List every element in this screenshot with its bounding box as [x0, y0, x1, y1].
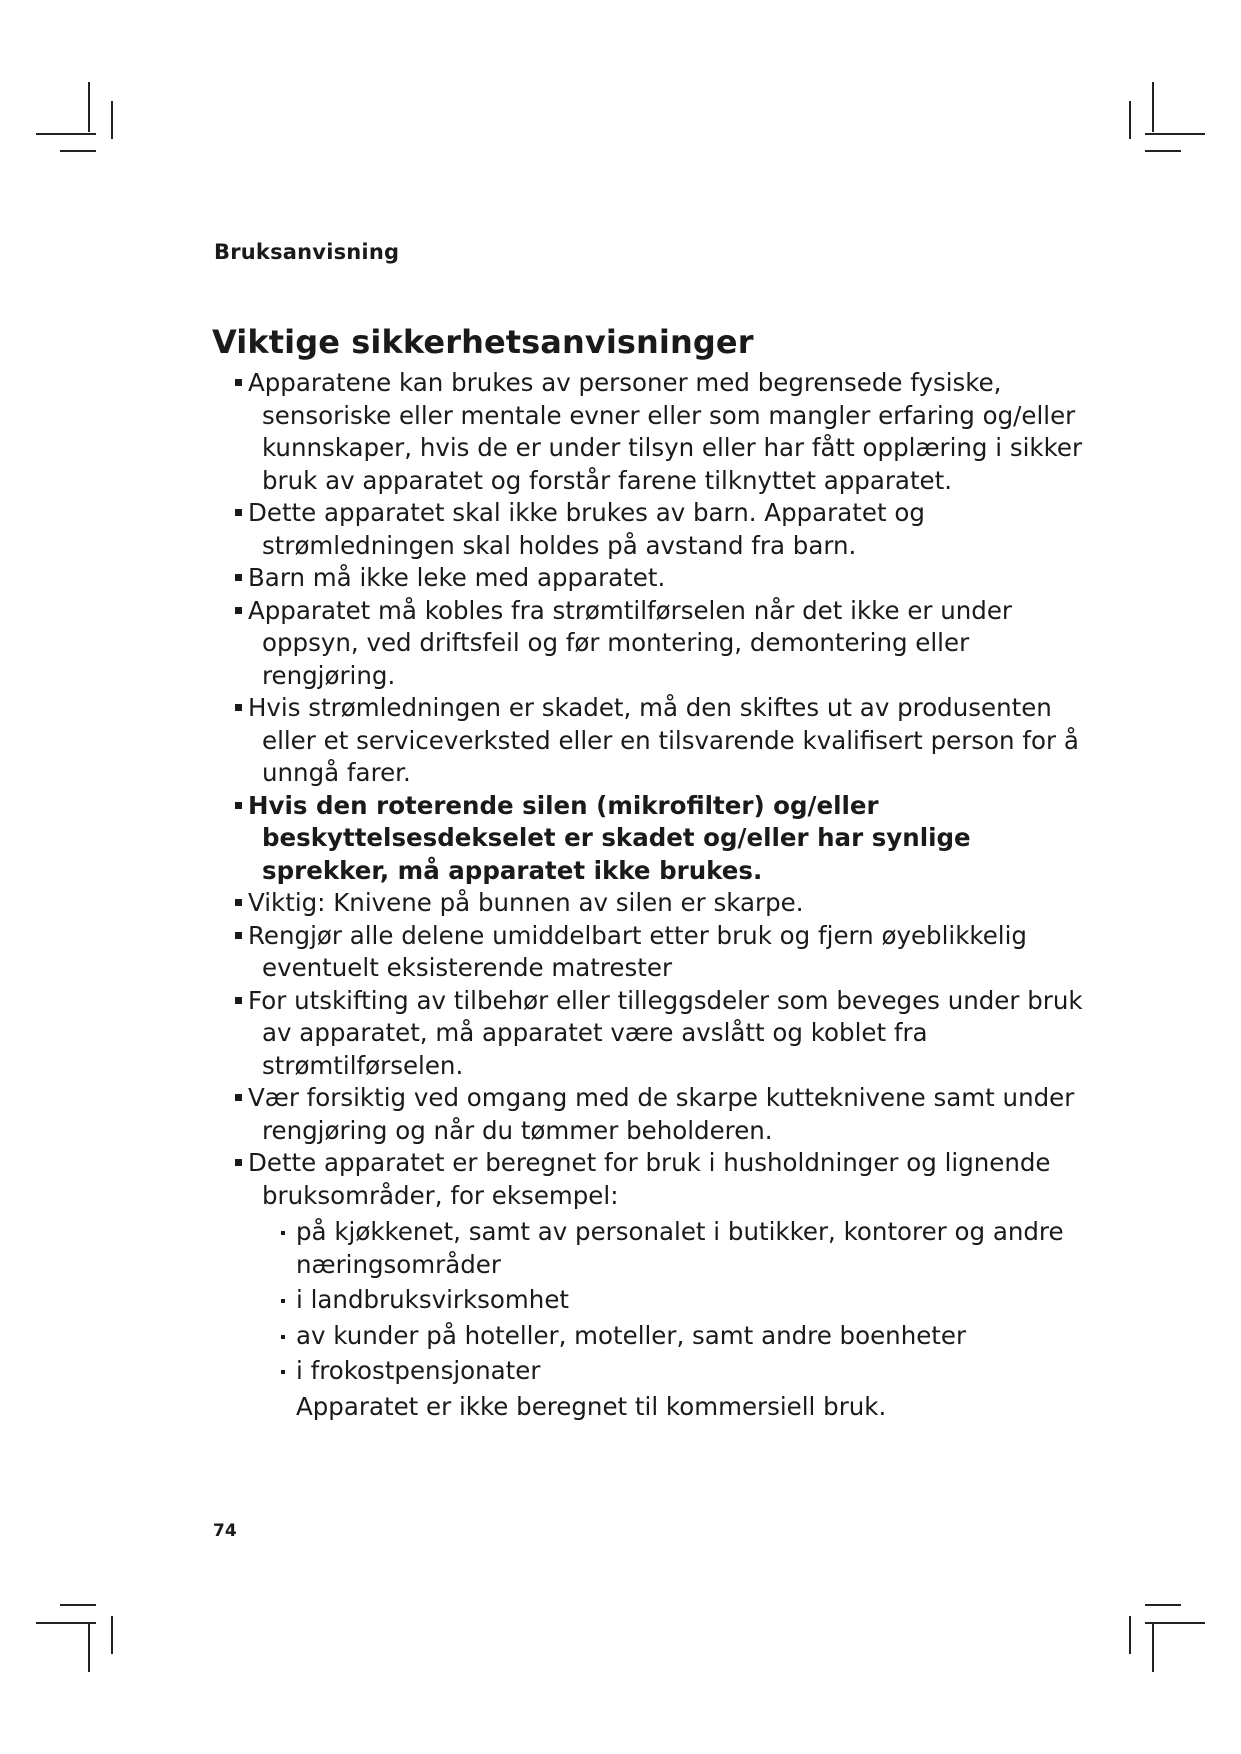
square-bullet-icon [235, 997, 242, 1004]
square-bullet-icon [235, 379, 242, 386]
list-item: Barn må ikke leke med apparatet. [236, 562, 1096, 595]
crop-mark [60, 150, 96, 152]
square-bullet-icon [235, 704, 242, 711]
crop-mark [111, 101, 113, 139]
square-bullet-icon [235, 607, 242, 614]
crop-mark [88, 82, 90, 132]
square-bullet-icon [235, 574, 242, 581]
list-item: Dette apparatet er beregnet for bruk i husholdninger og lignende bruksområder, for eksempel: på kjøkkenet, samt av personalet i butikker, kontorer og andre næringsområder i landbruksvirksomhet av kunder på hoteller, moteller, samt andre boenheter i frokostpensjonater Apparatet er ikke beregnet til kommersiell bruk. [236, 1147, 1096, 1423]
list-item: Vær forsiktig ved omgang med de skarpe kutteknivene samt under rengjøring og når du tømmer beholderen. [236, 1082, 1096, 1147]
sub-list-item: i frokostpensjonater [280, 1355, 1096, 1388]
crop-mark [1145, 1604, 1181, 1606]
sub-list-item: i landbruksvirksomhet [280, 1284, 1096, 1317]
crop-mark [1152, 82, 1154, 132]
crop-mark [1145, 133, 1205, 135]
list-item: Apparatene kan brukes av personer med begrensede fysiske, sensoriske eller mentale evner eller som mangler erfaring og/eller kunnskaper, hvis de er under tilsyn eller har fått opplæring i sikker bruk av apparatet og forstår farene tilknyttet apparatet. [236, 367, 1096, 497]
sub-list-item: av kunder på hoteller, moteller, samt andre boenheter [280, 1320, 1096, 1353]
dot-bullet-icon [281, 1335, 285, 1339]
crop-mark [111, 1616, 113, 1654]
crop-mark [1129, 1616, 1131, 1654]
list-item-warning: Hvis den roterende silen (mikrofilter) og/eller beskyttelsesdekselet er skadet og/eller har synlige sprekker, må apparatet ikke brukes. [236, 790, 1096, 888]
square-bullet-icon [235, 1094, 242, 1101]
running-header: Bruksanvisning [214, 240, 400, 264]
crop-mark [1145, 150, 1181, 152]
square-bullet-icon [235, 899, 242, 906]
square-bullet-icon [235, 802, 242, 809]
commercial-use-note: Apparatet er ikke beregnet til kommersiell bruk. [296, 1391, 887, 1421]
sub-list-item: på kjøkkenet, samt av personalet i butikker, kontorer og andre næringsområder [280, 1216, 1096, 1281]
dot-bullet-icon [281, 1231, 285, 1235]
crop-mark [60, 1604, 96, 1606]
list-item: For utskifting av tilbehør eller tilleggsdeler som beveges under bruk av apparatet, må apparatet være avslått og koblet fra strømtilførselen. [236, 985, 1096, 1083]
crop-mark [36, 133, 96, 135]
page-number: 74 [213, 1521, 237, 1541]
list-item: Hvis strømledningen er skadet, må den skiftes ut av produsenten eller et serviceverksted eller en tilsvarende kvalifisert person for å unngå farer. [236, 692, 1096, 790]
section-title: Viktige sikkerhetsanvisninger [212, 323, 754, 361]
square-bullet-icon [235, 932, 242, 939]
crop-mark [1145, 1622, 1205, 1624]
square-bullet-icon [235, 509, 242, 516]
crop-mark [1129, 101, 1131, 139]
crop-mark [88, 1622, 90, 1672]
list-item: Apparatet må kobles fra strømtilførselen når det ikke er under oppsyn, ved driftsfeil og før montering, demontering eller rengjøring. [236, 595, 1096, 693]
list-item: Viktig: Knivene på bunnen av silen er skarpe. [236, 887, 1096, 920]
list-item: Rengjør alle delene umiddelbart etter bruk og fjern øyeblikkelig eventuelt eksisterende matrester [236, 920, 1096, 985]
safety-instructions-list [236, 367, 1096, 1423]
crop-mark [1152, 1622, 1154, 1672]
usage-examples-list [280, 1216, 1096, 1388]
crop-mark [36, 1622, 96, 1624]
square-bullet-icon [235, 1159, 242, 1166]
list-item: Dette apparatet skal ikke brukes av barn. Apparatet og strømledningen skal holdes på avstand fra barn. [236, 497, 1096, 562]
dot-bullet-icon [281, 1299, 285, 1303]
dot-bullet-icon [281, 1370, 285, 1374]
